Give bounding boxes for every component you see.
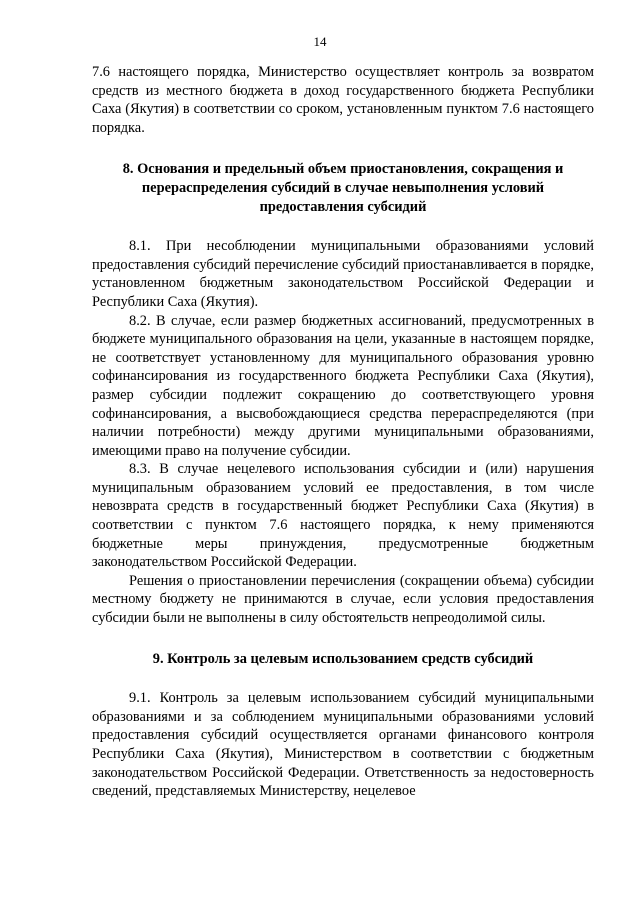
section-8-heading: 8. Основания и предельный объем приостановления, сокращения и перераспределения субсидий в случае невыполнения условий предоставления субсидий xyxy=(122,161,564,215)
paragraph-8-1: 8.1. При несоблюдении муниципальными образованиями условий предоставления субсидий перечисление субсидий приостанавливается в порядке, установленном бюджетным законодательством Российской Федерации и Республики Саха (Якутия). xyxy=(92,238,594,310)
paragraph-8-3: 8.3. В случае нецелевого использования субсидии и (или) нарушения муниципальным образованием условий ее предоставления, в том числе невозврата средств в государственный бюджет Республики Саха (Якутия) в соответствии с пунктом 7.6 настоящего порядка, к нему применяются бюджетные меры принуждения, предусмотренные бюджетным законодательством Российской Федерации. xyxy=(92,461,594,571)
page-number: 14 xyxy=(313,34,327,49)
paragraph-9-1: 9.1. Контроль за целевым использованием субсидий муниципальными образованиями и за соблюдением муниципальными образованиями условий предоставления субсидий осуществляется органами финансового контроля Республики Саха (Якутия), Министерством в соответствии с бюджетным законодательством Российской Федерации. Ответственность за недостоверность сведений, представляемых Министерству, нецелевое xyxy=(92,690,594,800)
document-body xyxy=(92,63,594,801)
paragraph-8-2: 8.2. В случае, если размер бюджетных ассигнований, предусмотренных в бюджете муниципального образования на цели, указанные в настоящем порядке, не соответствует установленному для муниципального образования уровню софинансирования из государственного бюджета Республики Саха (Якутия), размер субсидии подлежит сокращению до соответствующего уровня софинансирования, а высвобождающиеся средства перераспределяются (при наличии потребности) между другими муниципальными образованиями, имеющими право на получение субсидии. xyxy=(92,312,594,459)
paragraph-8-decisions: Решения о приостановлении перечисления (сокращении объема) субсидии местному бюджету не принимаются в случае, если условия предоставления субсидии были не выполнены в силу обстоятельств непреодолимой силы. xyxy=(92,572,594,627)
paragraph-continuation: 7.6 настоящего порядка, Министерство осуществляет контроль за возвратом средств из местного бюджета в доход государственного бюджета Республики Саха (Якутия) в соответствии со сроком, установленным пунктом 7.6 настоящего порядка. xyxy=(92,64,594,136)
section-9-heading: 9. Контроль за целевым использованием средств субсидий xyxy=(152,650,534,667)
